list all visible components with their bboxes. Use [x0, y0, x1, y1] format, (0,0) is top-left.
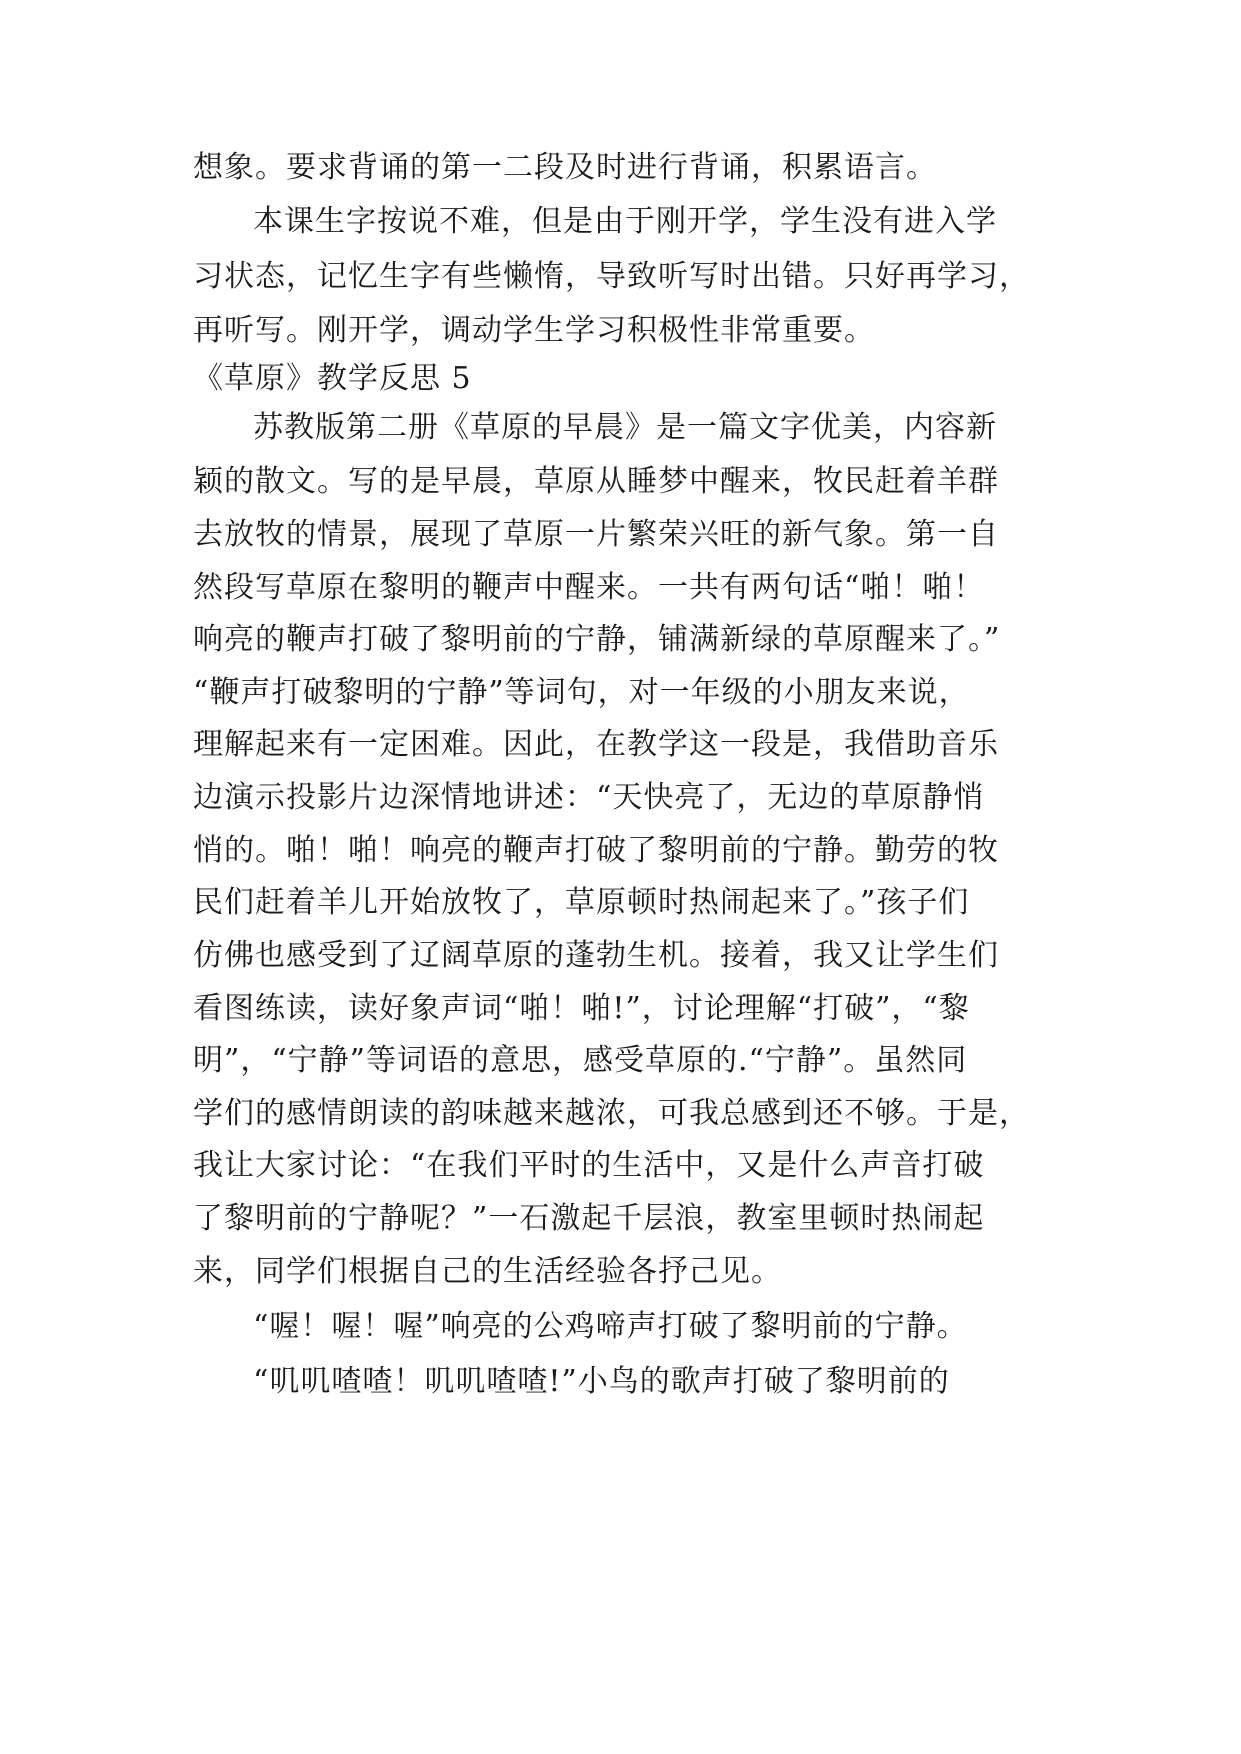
text-line: 民们赶着羊儿开始放牧了，草原顿时热闹起来了。”孩子们 [193, 885, 970, 920]
text-line: “叽叽喳喳！叽叽喳喳!”小鸟的歌声打破了黎明前的 [253, 1364, 950, 1399]
section-heading: 《草原》教学反思 5 [193, 361, 472, 396]
text-line: 苏教版第二册《草原的早晨》是一篇文字优美，内容新 [253, 410, 997, 445]
text-line: 仿佛也感受到了辽阔草原的蓬勃生机。接着，我又让学生们 [193, 938, 999, 973]
text-line: “喔！喔！喔”响亮的公鸡啼声打破了黎明前的宁静。 [253, 1309, 968, 1344]
text-line: 我让大家讨论：“在我们平时的生活中，又是什么声音打破 [193, 1148, 985, 1183]
text-line: 本课生字按说不难，但是由于刚开学，学生没有进入学 [253, 204, 997, 239]
text-line: 了黎明前的宁静呢？”一石激起千层浪，教室里顿时热闹起 [193, 1201, 985, 1236]
text-line: 明”，“宁静”等词语的意思，感受草原的.“宁静”。虽然同 [193, 1043, 968, 1078]
text-line: 响亮的鞭声打破了黎明前的宁静，铺满新绿的草原醒来了。” [193, 622, 1001, 657]
text-line: 想象。要求背诵的第一二段及时进行背诵，积累语言。 [193, 150, 937, 185]
text-line: 去放牧的情景，展现了草原一片繁荣兴旺的新气象。第一自 [193, 517, 999, 552]
text-line: 然段写草原在黎明的鞭声中醒来。一共有两句话“啪！啪！ [193, 570, 985, 605]
text-line: 边演示投影片边深情地讲述：“天快亮了，无边的草原静悄 [193, 780, 985, 815]
text-line: 悄的。啪！啪！响亮的鞭声打破了黎明前的宁静。勤劳的牧 [193, 833, 999, 868]
text-line: 再听写。刚开学，调动学生学习积极性非常重要。 [193, 313, 875, 348]
text-line: 来，同学们根据自己的生活经验各抒己见。 [193, 1254, 782, 1289]
text-line: 理解起来有一定困难。因此，在教学这一段是，我借助音乐 [193, 727, 999, 762]
text-line: 看图练读，读好象声词“啪！啪!”，讨论理解“打破”，“黎 [193, 991, 970, 1026]
text-line: 颖的散文。写的是早晨，草原从睡梦中醒来，牧民赶着羊群 [193, 464, 999, 499]
text-line: 习状态，记忆生字有些懒惰，导致听写时出错。只好再学习， [193, 259, 1030, 294]
text-line: “鞭声打破黎明的宁静”等词句，对一年级的小朋友来说， [193, 675, 970, 710]
text-line: 学们的感情朗读的韵味越来越浓，可我总感到还不够。于是， [193, 1096, 1030, 1131]
